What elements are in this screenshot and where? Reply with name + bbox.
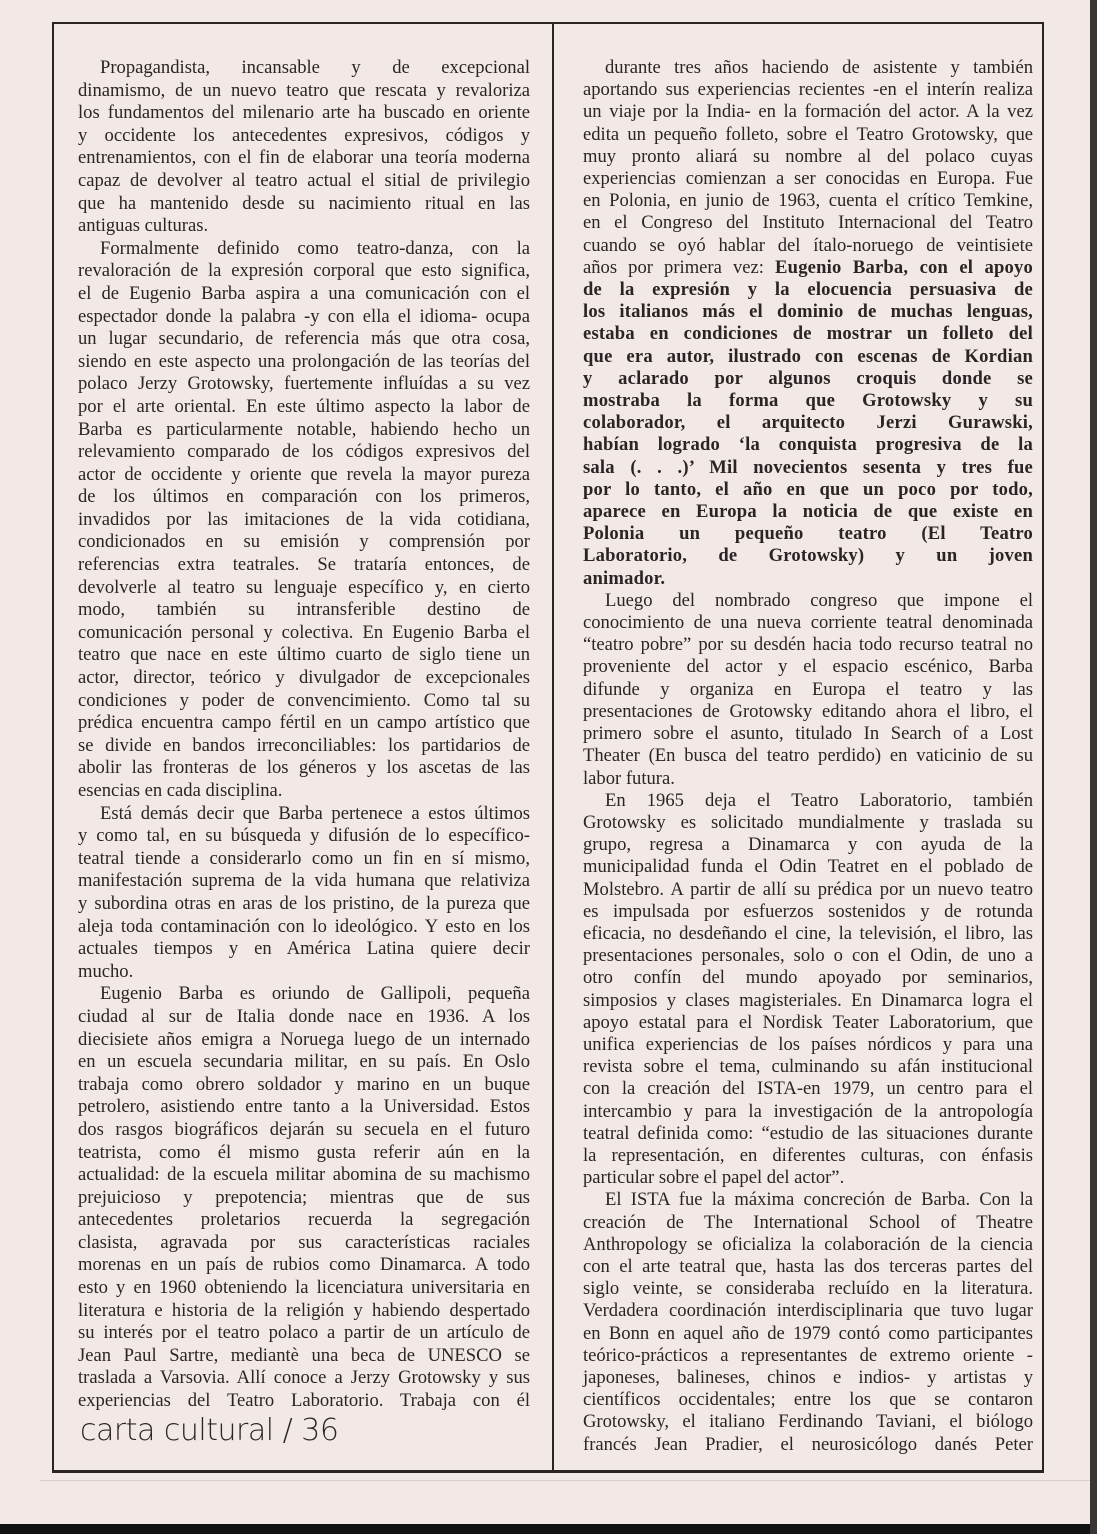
paragraph [78, 57, 530, 238]
bold-quote-run: estaba en condiciones de mostrar un folleto del [583, 323, 1033, 345]
text-line: polaco Jerzy Grotowsky, fuertemente influídas a su vez [78, 373, 530, 395]
text-line: los fundamentos del milenario arte ha buscado en oriente [78, 102, 530, 124]
text-line: modo, también su intransferible destino de [78, 599, 530, 621]
text-line: simposios y clases magisteriales. En Dinamarca logra el [583, 989, 1033, 1011]
text-line: Propagandista, incansable y de excepcional [100, 57, 530, 78]
paragraph [583, 57, 1033, 590]
text-line [583, 479, 1033, 501]
text-line: morenas en un país de rubios como Dinamarca. A todo [78, 1254, 530, 1276]
text-line: ciudad al sur de Italia donde nace en 1936. A los [78, 1005, 530, 1027]
text-line: Luego del nombrado congreso que impone el [605, 589, 1033, 611]
text-line: en Bonn en aquel año de 1979 contó como participantes [583, 1322, 1033, 1344]
text-line: grupo, regresa a Dinamarca y con ayuda de la [583, 834, 1033, 856]
text-line [583, 545, 1033, 567]
paragraph [583, 1189, 1033, 1455]
text-line: diecisiete años emigra a Noruega luego de un internado [78, 1028, 530, 1050]
text-line: presentaciones de Grotowsky editando ahora el libro, el [583, 700, 1033, 722]
text-line: prejuicioso y prepotencia; mientras que de sus [78, 1186, 530, 1208]
text-line: Grotowsky, el italiano Ferdinando Taviani, el biólogo [583, 1411, 1033, 1433]
text-line [583, 257, 1033, 279]
paragraph [78, 983, 530, 1412]
bold-quote-run: de la expresión y la elocuencia persuasiva de [583, 279, 1033, 301]
text-line: El ISTA fue la máxima concreción de Barba. Con la [605, 1189, 1033, 1211]
paragraph [583, 790, 1033, 1190]
text-line: se divide en bandos irreconciliables: los partidarios de [78, 734, 530, 756]
text-line: el de Eugenio Barba aspira a una comunicación con el [78, 282, 530, 304]
scan-right-edge [1090, 0, 1097, 1534]
text-line: actuales tiempos y en América Latina quiere decir [78, 938, 530, 960]
text-line: intercambio y para la investigación de la antropología [583, 1100, 1033, 1122]
right-column-text [583, 57, 1033, 1456]
text-line: primero sobre el asunto, titulado In Search of a Lost [583, 723, 1033, 745]
text-line: un lugar secundario, de referencia más que otra cosa, [78, 328, 530, 350]
bold-quote-run: Laboratorio, de Grotowsky) y un joven [583, 545, 1033, 567]
text-line: capaz de devolver al teatro actual el sitial de privilegio [78, 169, 530, 191]
bold-quote-run: y aclarado por algunos croquis donde se [583, 367, 1033, 389]
text-line: la representación, en diferentes culturas, con énfasis [583, 1144, 1033, 1166]
text-line: siendo en este aspecto una prolongación de las teorías del [78, 350, 530, 372]
text-line [583, 412, 1033, 434]
text-line: comunicación personal y colectiva. En Eugenio Barba el [78, 621, 530, 643]
text-line: actor, director, teórico y divulgador de excepcionales [78, 667, 530, 689]
text-line: esencias en cada disciplina. [78, 780, 283, 801]
text-line [583, 501, 1033, 523]
text-line: Anthropology se oficializa la colaboración de la ciencia [583, 1233, 1033, 1255]
text-line: En 1965 deja el Teatro Laboratorio, también [605, 789, 1033, 811]
text-line: francés Jean Pradier, el neurosicólogo danés Peter [583, 1433, 1033, 1455]
text-line: presentaciones personales, solo o con el Odin, de uno a [583, 945, 1033, 967]
text-line: experiencias comienzan a ser conocidas en Europa. Fue [583, 168, 1033, 190]
text-line: abolir las fronteras de los géneros y los ascetas de las [78, 757, 530, 779]
text-line: proveniente del actor y el espacio escénico, Barba [583, 656, 1033, 678]
text-line: teórico-prácticos a representantes de extremo oriente - [583, 1344, 1033, 1366]
text-line: Theater (En busca del teatro perdido) en vaticinio de su [583, 745, 1033, 767]
text-line [583, 434, 1033, 456]
text-line: es impulsada por esfuerzos sostenidos y de rotunda [583, 900, 1033, 922]
text-line: antiguas culturas. [78, 215, 209, 237]
text-line [583, 568, 1033, 590]
text-line: en Polonia, en junio de 1963, cuenta el crítico Temkine, [583, 190, 1033, 212]
text-line: espectador donde la palabra -y con ella el idioma- ocupa [78, 305, 530, 327]
text-line: un viaje por la India- en la formación del actor. A la vez [583, 101, 1033, 123]
text-line: otro confín del mundo apoyado por seminarios, [583, 967, 1033, 989]
text-line: conocimiento de una nueva corriente teatral denominada [583, 612, 1033, 634]
text-line: literatura e historia de la religión y habiendo despertado [78, 1299, 530, 1321]
text-line: particular sobre el papel del actor”. [583, 1167, 845, 1189]
text-line: con la creación del ISTA-en 1979, un centro para el [583, 1078, 1033, 1100]
text-line: cuando se oyó hablar del ítalo-noruego de veintisiete [583, 234, 1033, 256]
text-line: Jean Paul Sartre, mediantè una beca de UNESCO se [78, 1344, 530, 1366]
text-line: aleja toda contaminación con lo ideológico. Y esto en los [78, 915, 530, 937]
text-line: Eugenio Barba es oriundo de Gallipoli, pequeña [100, 983, 530, 1005]
text-line: teatrista, como él mismo gusta referir aún en la [78, 1141, 530, 1163]
bold-quote-run: sala (. . .)’ Mil novecientos sesenta y tres fue [583, 456, 1033, 478]
text-line: dinamismo, de un nuevo teatro que rescata y revaloriza [78, 79, 530, 101]
text-line: Barba es particularmente notable, habiendo hecho un [78, 418, 530, 440]
text-line: aportando sus experiencias recientes -en el interín realiza [583, 79, 1033, 101]
text-line: y subordina otras en aras de los pristino, de la pureza que [78, 892, 530, 914]
bold-quote-run: colaborador, el arquitecto Jerzi Gurawski, [583, 412, 1033, 434]
text-line: Está demás decir que Barba pertenece a estos últimos [100, 802, 530, 824]
text-line: municipalidad funda el Odin Teatret en el poblado de [583, 856, 1033, 878]
text-line [583, 279, 1033, 301]
scan-bottom-edge [0, 1524, 1097, 1534]
text-line: condicionados en su emisión y comprensión por [78, 531, 530, 553]
page-footer-publication: carta cultural / 36 [80, 1413, 339, 1448]
text-line: actor de occidente y oriente que revela la mayor pureza [78, 463, 530, 485]
bold-quote-run: Polonia un pequeño teatro (El Teatro [583, 523, 1033, 545]
text-line [583, 390, 1033, 412]
text-line: siglo veinte, se consideraba recluído en la literatura. [583, 1278, 1033, 1300]
text-line: unifica experiencias de los países nórdicos y para una [583, 1033, 1033, 1055]
text-line: dos rasgos biográficos dejarán su secuela en el futuro [78, 1118, 530, 1140]
text-line: actualidad: de la escuela militar abomina de su machismo [78, 1164, 530, 1186]
bold-quote-run: habían logrado ‘la conquista progresiva de la [583, 434, 1033, 456]
text-line: científicos occidentales; entre los que se contaron [583, 1389, 1033, 1411]
text-line: revista sobre el tema, culminando su afán institucional [583, 1056, 1033, 1078]
bold-quote-run: mostraba la forma que Grotowsky y su [583, 390, 1033, 412]
text-line: trabaja como obrero soldador y marino en un buque [78, 1073, 530, 1095]
text-line: referencias extra teatrales. Se trataría entonces, de [78, 554, 530, 576]
text-line [583, 323, 1033, 345]
bold-quote-run: animador. [583, 567, 666, 589]
text-line: devolverle al teatro su lenguaje específico y, en cierto [78, 576, 530, 598]
text-line: manifestación suprema de la vida humana que relativiza [78, 870, 530, 892]
text-line: prédica encuentra campo fértil en un campo artístico que [78, 712, 530, 734]
text-line: relevamiento comparado de los códigos expresivos del [78, 441, 530, 463]
text-line: que ha mantenido desde su nacimiento ritual en las [78, 192, 530, 214]
text-line: con el arte teatral que, hasta las dos terceras partes del [583, 1255, 1033, 1277]
text-line: en un escuela secundaria militar, en su país. En Oslo [78, 1051, 530, 1073]
text-line: por el arte oriental. En este último aspecto la labor de [78, 395, 530, 417]
text-line: experiencias del Teatro Laboratorio. Trabaja con él [78, 1390, 530, 1412]
paragraph [583, 590, 1033, 790]
text-line: Formalmente definido como teatro-danza, con la [100, 237, 530, 259]
text-line: Grotowsky es solicitado mundialmente y traslada su [583, 811, 1033, 833]
page-edge-line [40, 1480, 1090, 1481]
text-line [583, 457, 1033, 479]
text-line: invadidos por las imitaciones de la vida cotidiana, [78, 508, 530, 530]
text-line: y occidente los antecedentes expresivos, códigos y [78, 124, 530, 146]
text-line: su interés por el teatro polaco a partir de un artículo de [78, 1322, 530, 1344]
text-line: durante tres años haciendo de asistente y también [605, 57, 1033, 78]
text-line: clasista, agravada por sus características raciales [78, 1231, 530, 1253]
text-line: traslada a Varsovia. Allí conoce a Jerzy Grotowsky y sus [78, 1367, 530, 1389]
text-line: difunde y organiza en Europa el teatro y las [583, 678, 1033, 700]
text-line: en el Congreso del Instituto Internacional del Teatro [583, 212, 1033, 234]
text-line: muy pronto aliará su nombre al del polaco cuyas [583, 145, 1033, 167]
text-line: labor futura. [583, 767, 675, 789]
text-line: antecedentes proletarios recuerda la segregación [78, 1209, 530, 1231]
bold-quote-run: Eugenio Barba, con el apoyo [775, 256, 1034, 278]
text-line [583, 346, 1033, 368]
text-line: de los últimos en comparación con los primeros, [78, 486, 530, 508]
text-line: teatral tiende a considerarlo como un fin en sí mismo, [78, 847, 530, 869]
text-line: y como tal, en su búsqueda y difusión de lo específico- [78, 825, 530, 847]
column-divider [552, 22, 554, 1473]
text-line: teatral definida como: “estudio de las situaciones durante [583, 1122, 1033, 1144]
paragraph [78, 803, 530, 984]
text-line: edita un pequeño folleto, sobre el Teatro Grotowsky, que [583, 123, 1033, 145]
text-line: apoyo estatal para el Nordisk Teater Laboratorium, que [583, 1011, 1033, 1033]
text-line [583, 368, 1033, 390]
bold-quote-run: los italianos más el dominio de muchas lenguas, [583, 301, 1033, 323]
text-line: creación de The International School of Theatre [583, 1211, 1033, 1233]
text-line: teatro que nace en este último cuarto de siglo tiene un [78, 644, 530, 666]
text-line [583, 301, 1033, 323]
text-run: años por primera vez: [583, 256, 776, 278]
text-line: Verdadera coordinación interdisciplinaria que tuvo lugar [583, 1300, 1033, 1322]
text-line: Molstebro. A partir de allí su prédica por un nuevo teatro [583, 878, 1033, 900]
text-line: condiciones y poder de convencimiento. Como tal su [78, 689, 530, 711]
bold-quote-run: por lo tanto, el año en que un poco por todo, [583, 478, 1033, 500]
text-line [583, 523, 1033, 545]
text-line: “teatro pobre” por su desdén hacia todo recurso teatral no [583, 634, 1033, 656]
text-line: entrenamientos, con el fin de elaborar una teoría moderna [78, 147, 530, 169]
text-line: japoneses, balineses, chinos e indios- y artistas y [583, 1366, 1033, 1388]
left-column-text [78, 57, 530, 1413]
text-line: esto y en 1960 obteniendo la licenciatura universitaria en [78, 1277, 530, 1299]
paragraph [78, 238, 530, 803]
text-line: eficacia, no desdeñando el cine, la televisión, el libro, las [583, 922, 1033, 944]
bold-quote-run: que era autor, ilustrado con escenas de Kordian [583, 345, 1033, 367]
bold-quote-run: aparece en Europa la noticia de que existe en [583, 501, 1033, 523]
text-line: mucho. [78, 960, 134, 982]
text-line: petrolero, asistiendo entre tanto a la Universidad. Estos [78, 1096, 530, 1118]
text-line: revaloración de la expresión corporal que esto significa, [78, 260, 530, 282]
